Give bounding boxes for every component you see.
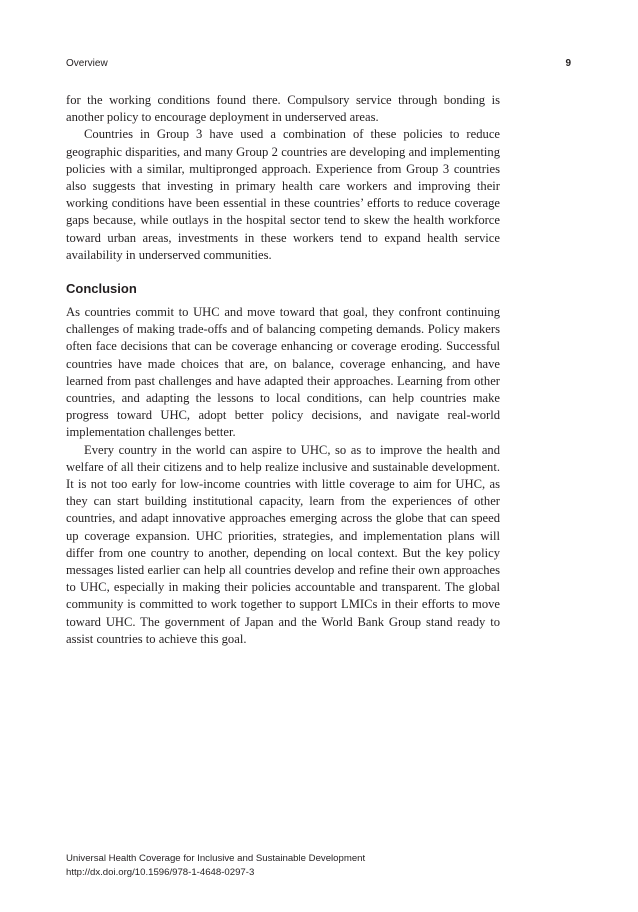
running-header — [66, 58, 571, 72]
paragraph-conclusion-2: Every country in the world can aspire to UHC, so as to improve the health and welfare of all their citizens and to help realize inclusive and sustainable development. It is not too early for low-income countries with little coverage to aim for UHC, as they can start building institutional capacity, learn from the experiences of other countries, and adapt innovative approaches emerging across the globe that can speed up coverage expansion. UHC priorities, strategies, and implementation plans will differ from one country to another, depending on local context. But the key policy messages listed earlier can help all countries develop and refine their own approaches to UHC, especially in making their policies accountable and transparent. The global community is committed to work together to support LMICs in their efforts to move toward UHC. The government of Japan and the World Bank Group stand ready to assist countries to achieve this goal. — [66, 442, 500, 646]
page-footer — [66, 852, 546, 879]
footer-book-title: Universal Health Coverage for Inclusive and Sustainable Development — [66, 853, 366, 864]
page-body — [66, 92, 500, 648]
paragraph-continued: for the working conditions found there. Compulsory service through bonding is another policy to encourage deployment in underserved areas. — [66, 93, 500, 125]
paragraph-group3: Countries in Group 3 have used a combination of these policies to reduce geographic disparities, and many Group 2 countries are developing and implementing policies with a similar, multipronged approach. Experience from Group 3 countries also suggests that investing in primary health care workers and improving their working conditions have been essential in these countries’ efforts to reduce coverage gaps because, while outlays in the hospital sector tend to skew the health workforce toward urban areas, investments in these workers tend to expand health service availability in underserved communities. — [66, 127, 500, 262]
section-title: Overview — [66, 58, 108, 69]
paragraph-conclusion-1: As countries commit to UHC and move toward that goal, they confront continuing challenges of making trade-offs and of balancing competing demands. Policy makers often face decisions that can be coverage enhancing or coverage eroding. Successful countries have made choices that are, on balance, coverage enhancing, and have learned from past challenges and have adapted their approaches. Learning from other countries, and adapting the lessons to local conditions, can help countries make progress toward UHC, adopt better policy decisions, and navigate real-world implementation challenges better. — [66, 305, 500, 440]
page-number: 9 — [565, 58, 571, 69]
section-heading-conclusion: Conclusion — [66, 281, 137, 297]
footer-doi-link[interactable]: http://dx.doi.org/10.1596/978-1-4648-0297-3 — [66, 866, 255, 878]
